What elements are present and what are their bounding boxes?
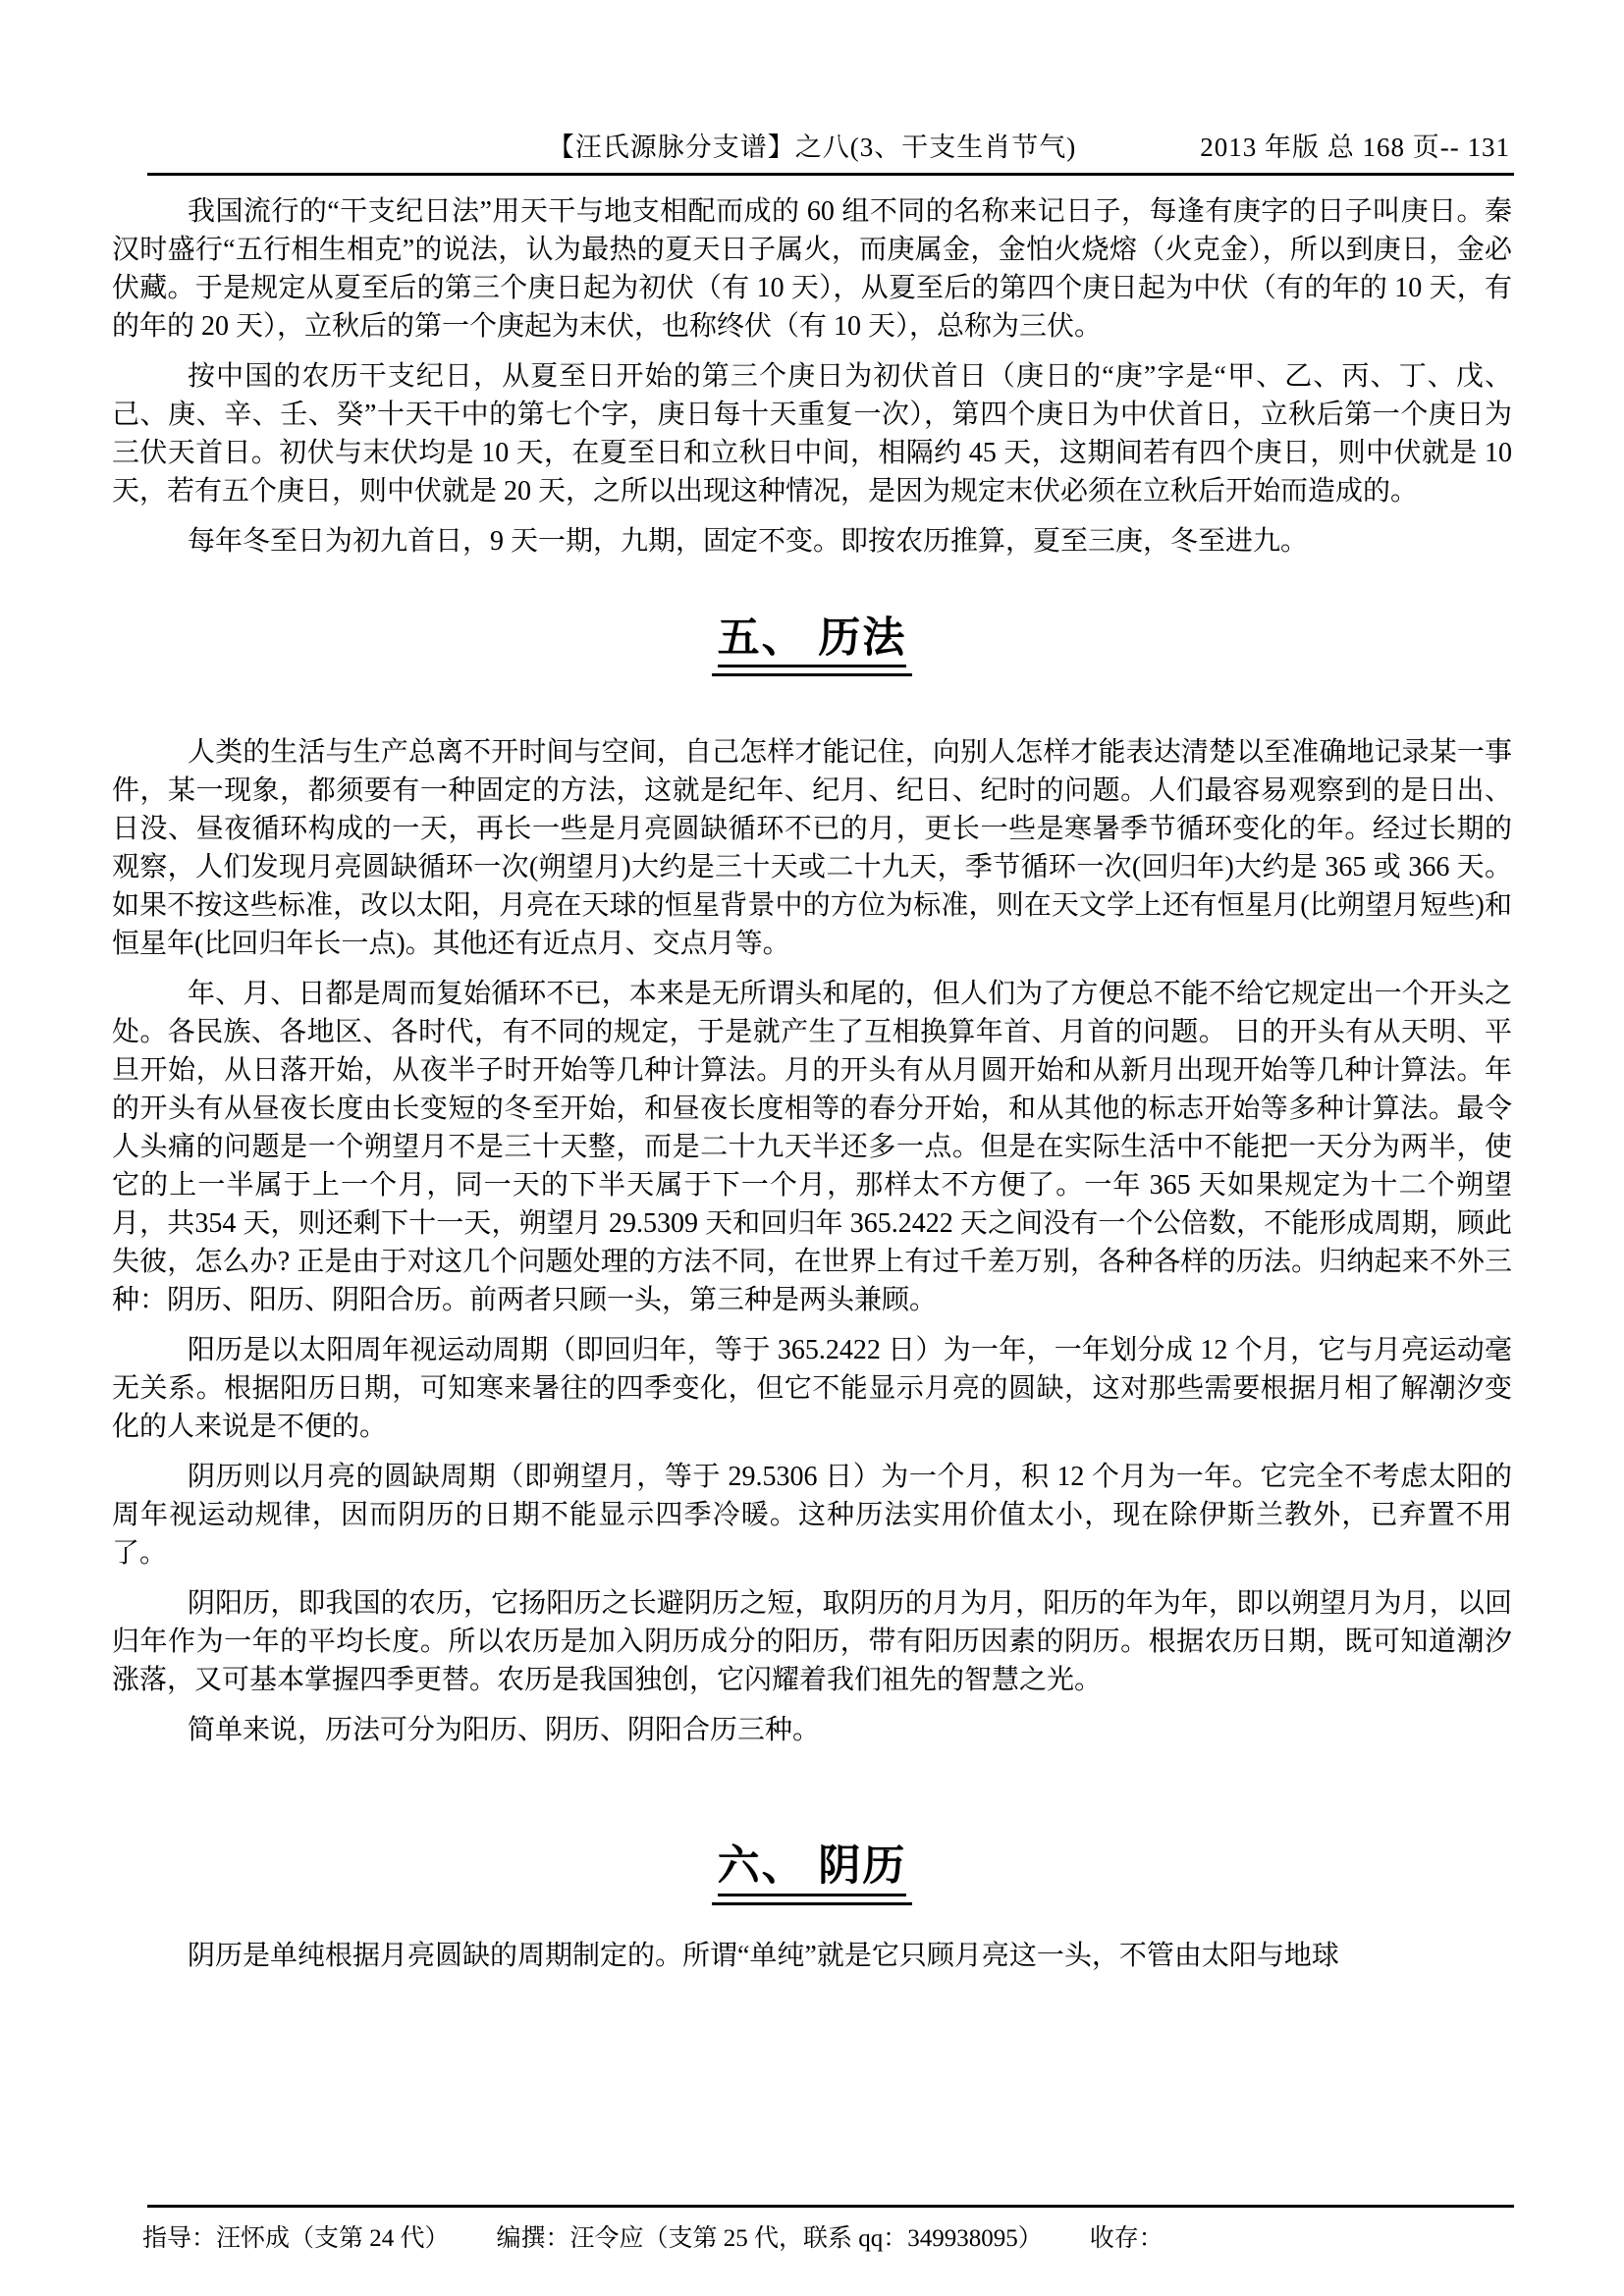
page-body	[112, 192, 1512, 1987]
paragraph-lunar-calendar: 阴历则以月亮的圆缺周期（即朔望月，等于 29.5306 日）为一个月，积 12 个月为一年。它完全不考虑太阳的周年视运动规律，因而阴历的日期不能显示四季冷暖。这种历法实用价值太小，现在除伊斯兰教外，已弃置不用了。	[112, 1462, 1512, 1570]
paragraph-dongzhi: 每年冬至日为初九首日，9 天一期，九期，固定不变。即按农历推算，夏至三庚，冬至进九。	[188, 526, 1309, 557]
paragraph-year-month-day: 年、月、日都是周而复始循环不已，本来是无所谓头和尾的，但人们为了方便总不能不给它规定出一个开头之处。各民族、各地区、各时代，有不同的规定，于是就产生了互相换算年首、月首的问题。 日的开头有从天明、平旦开始，从日落开始，从夜半子时开始等几种计算法。月的开头有从月圆开始和从新月出现开始等几种计算法。年的开头有从昼夜长度由长变短的冬至开始，和昼夜长度相等的春分开始，和从其他的标志开始等多种计算法。最令人头痛的问题是一个朔望月不是三十天整，而是二十九天半还多一点。但是在实际生活中不能把一天分为两半，使它的上一半属于上一个月，同一天的下半天属于下一个月，那样太不方便了。一年 365 天如果规定为十二个朔望月，共354 天，则还剩下十一天，朔望月 29.5309 天和回归年 365.2422 天之间没有一个公倍数，不能形成周期，顾此失彼，怎么办? 正是由于对这几个问题处理的方法不同，在世界上有过千差万别，各种各样的历法。归纳起来不外三种：阴历、阳历、阴阳合历。前两者只顾一头，第三种是两头兼顾。	[112, 979, 1512, 1316]
footer-advisor: 指导：汪怀成（支第 24 代）	[142, 2225, 450, 2252]
footer-keeper: 收存：	[1089, 2225, 1164, 2252]
paragraph-solar-calendar: 阳历是以太阳周年视运动周期（即回归年，等于 365.2422 日）为一年，一年划分成 12 个月，它与月亮运动毫无关系。根据阳历日期，可知寒来暑往的四季变化，但它不能显示月亮的圆缺，这对那些需要根据月相了解潮汐变化的人来说是不便的。	[112, 1335, 1512, 1443]
edition-page-number: 2013 年版 总 168 页-- 131	[1200, 133, 1510, 162]
footer-editor: 编撰：汪令应（支第 25 代，联系 qq：349938095）	[496, 2225, 1043, 2252]
paragraph-ganzhi-jiri: 我国流行的“干支纪日法”用天干与地支相配而成的 60 组不同的名称来记日子，每逢有庚字的日子叫庚日。秦汉时盛行“五行相生相克”的说法，认为最热的夏天日子属火，而庚属金，金怕火烧熔（火克金），所以到庚日，金必伏藏。于是规定从夏至后的第三个庚日起为初伏（有 10 天），从夏至后的第四个庚日起为中伏（有的年的 10 天，有的年的 20 天），立秋后的第一个庚起为末伏，也称终伏（有 10 天），总称为三伏。	[112, 196, 1512, 342]
paragraph-summary: 简单来说，历法可分为阳历、阴历、阴阳合历三种。	[188, 1715, 821, 1746]
paragraph-sanfu: 按中国的农历干支纪日，从夏至日开始的第三个庚日为初伏首日（庚日的“庚”字是“甲、乙、丙、丁、戊、己、庚、辛、壬、癸”十天干中的第七个字，庚日每十天重复一次），第四个庚日为中伏首日，立秋后第一个庚日为三伏天首日。初伏与末伏均是 10 天，在夏至日和立秋日中间，相隔约 45 天，这期间若有四个庚日，则中伏就是 10 天，若有五个庚日，则中伏就是 20 天，之所以出现这种情况，是因为规定末伏必须在立秋后开始而造成的。	[112, 361, 1512, 507]
footer-rule	[147, 2205, 1514, 2208]
paragraph-time-recording: 人类的生活与生产总离不开时间与空间，自己怎样才能记住，向别人怎样才能表达清楚以至准确地记录某一事件，某一现象，都须要有一种固定的方法，这就是纪年、纪月、纪日、纪时的问题。人们最容易观察到的是日出、日没、昼夜循环构成的一天，再长一些是月亮圆缺循环不已的月，更长一些是寒暑季节循环变化的年。经过长期的观察，人们发现月亮圆缺循环一次(朔望月)大约是三十天或二十九天，季节循环一次(回归年)大约是 365 或 366 天。如果不按这些标准，改以太阳，月亮在天球的恒星背景中的方位为标准，则在天文学上还有恒星月(比朔望月短些)和恒星年(比回归年长一点)。其他还有近点月、交点月等。	[112, 737, 1512, 960]
page-header	[0, 126, 1624, 185]
header-rule	[147, 173, 1514, 176]
section-heading-lunar: 六、 阴历	[112, 1842, 1512, 1904]
paragraph-lunisolar-calendar: 阴阳历，即我国的农历，它扬阳历之长避阴历之短，取阴历的月为月，阳历的年为年，即以朔望月为月，以回归年作为一年的平均长度。所以农历是加入阴历成分的阳历，带有阳历因素的阴历。根据农历日期，既可知道潮汐涨落，又可基本掌握四季更替。农历是我国独创，它闪耀着我们祖先的智慧之光。	[112, 1588, 1512, 1696]
page-footer	[142, 2218, 1512, 2254]
section-heading-calendars: 五、 历法	[112, 614, 1512, 676]
book-title: 【汪氏源脉分支谱】之八(3、干支生肖节气)	[547, 133, 1077, 162]
paragraph-lunar-intro: 阴历是单纯根据月亮圆缺的周期制定的。所谓“单纯”就是它只顾月亮这一头，不管由太阳与地球	[188, 1940, 1339, 1971]
